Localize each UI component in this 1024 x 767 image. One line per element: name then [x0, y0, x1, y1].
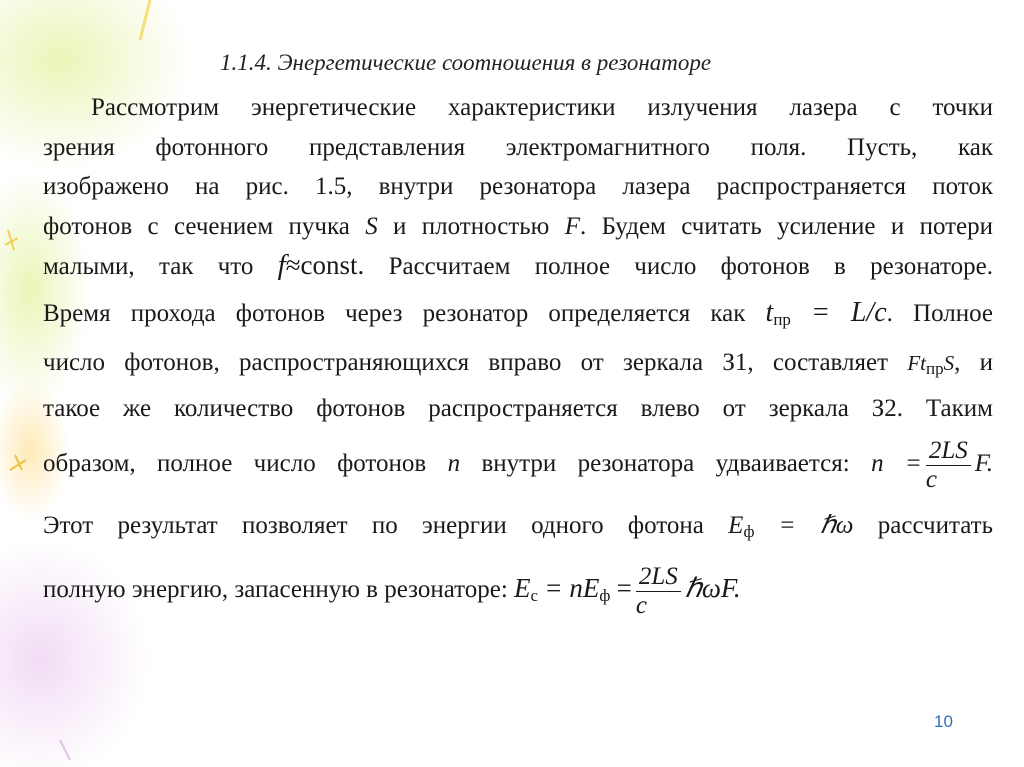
text-line: Этот результат позволяет по энергии одного фотона $E_ф$ = ℏω рассчитать — [43, 512, 994, 541]
text-line: образом, полное число фотонов n внутри резонатора удваивается: n = $\frac{2LS}{c}$ F. — [43, 436, 994, 493]
text-line: зрения фотонного представления электромагнитного поля. Пусть, как — [43, 133, 993, 161]
formula-stored-energy: $E_c = nE_ф$ = $\frac{2LS}{c}$ ℏωF. — [514, 562, 741, 619]
text-line: Время прохода фотонов через резонатор определяется как $t_{пр} = L/c$. Полное — [43, 296, 994, 329]
section-title: 1.1.4. Энергетические соотношения в резонаторе — [220, 50, 712, 75]
text-line: такое же количество фотонов распространяется влево от зеркала З2. Таким — [43, 394, 993, 422]
body-paragraph — [43, 88, 993, 624]
formula-photon-energy: $E_ф$ = ℏω — [728, 512, 854, 541]
text-line: полную энергию, запасенную в резонаторе: $E_c = nE_ф$ = $\frac{2LS}{c}$ ℏωF. — [43, 562, 741, 619]
page-number: 10 — [934, 712, 953, 731]
text-line: малыми, так что f≈const. Рассчитаем полное число фотонов в резонаторе. — [43, 249, 994, 281]
formula-photon-count: $Ft_{пр}S$ — [907, 351, 955, 378]
formula-transit-time: $t_{пр} = L/c$ — [765, 296, 887, 329]
text-line: фотонов с сечением пучка S и плотностью F. Будем считать усиление и потери — [43, 212, 994, 240]
text-line: число фотонов, распространяющихся вправо от зеркала З1, составляет $Ft_{пр}S$, и — [43, 349, 993, 378]
text-line: Рассмотрим энергетические характеристики излучения лазера с точки — [91, 94, 993, 121]
formula-total-photons: n = $\frac{2LS}{c}$ F. — [871, 436, 994, 493]
text-line: изображено на рис. 1.5, внутри резонатора лазера распространяется поток — [43, 173, 993, 200]
